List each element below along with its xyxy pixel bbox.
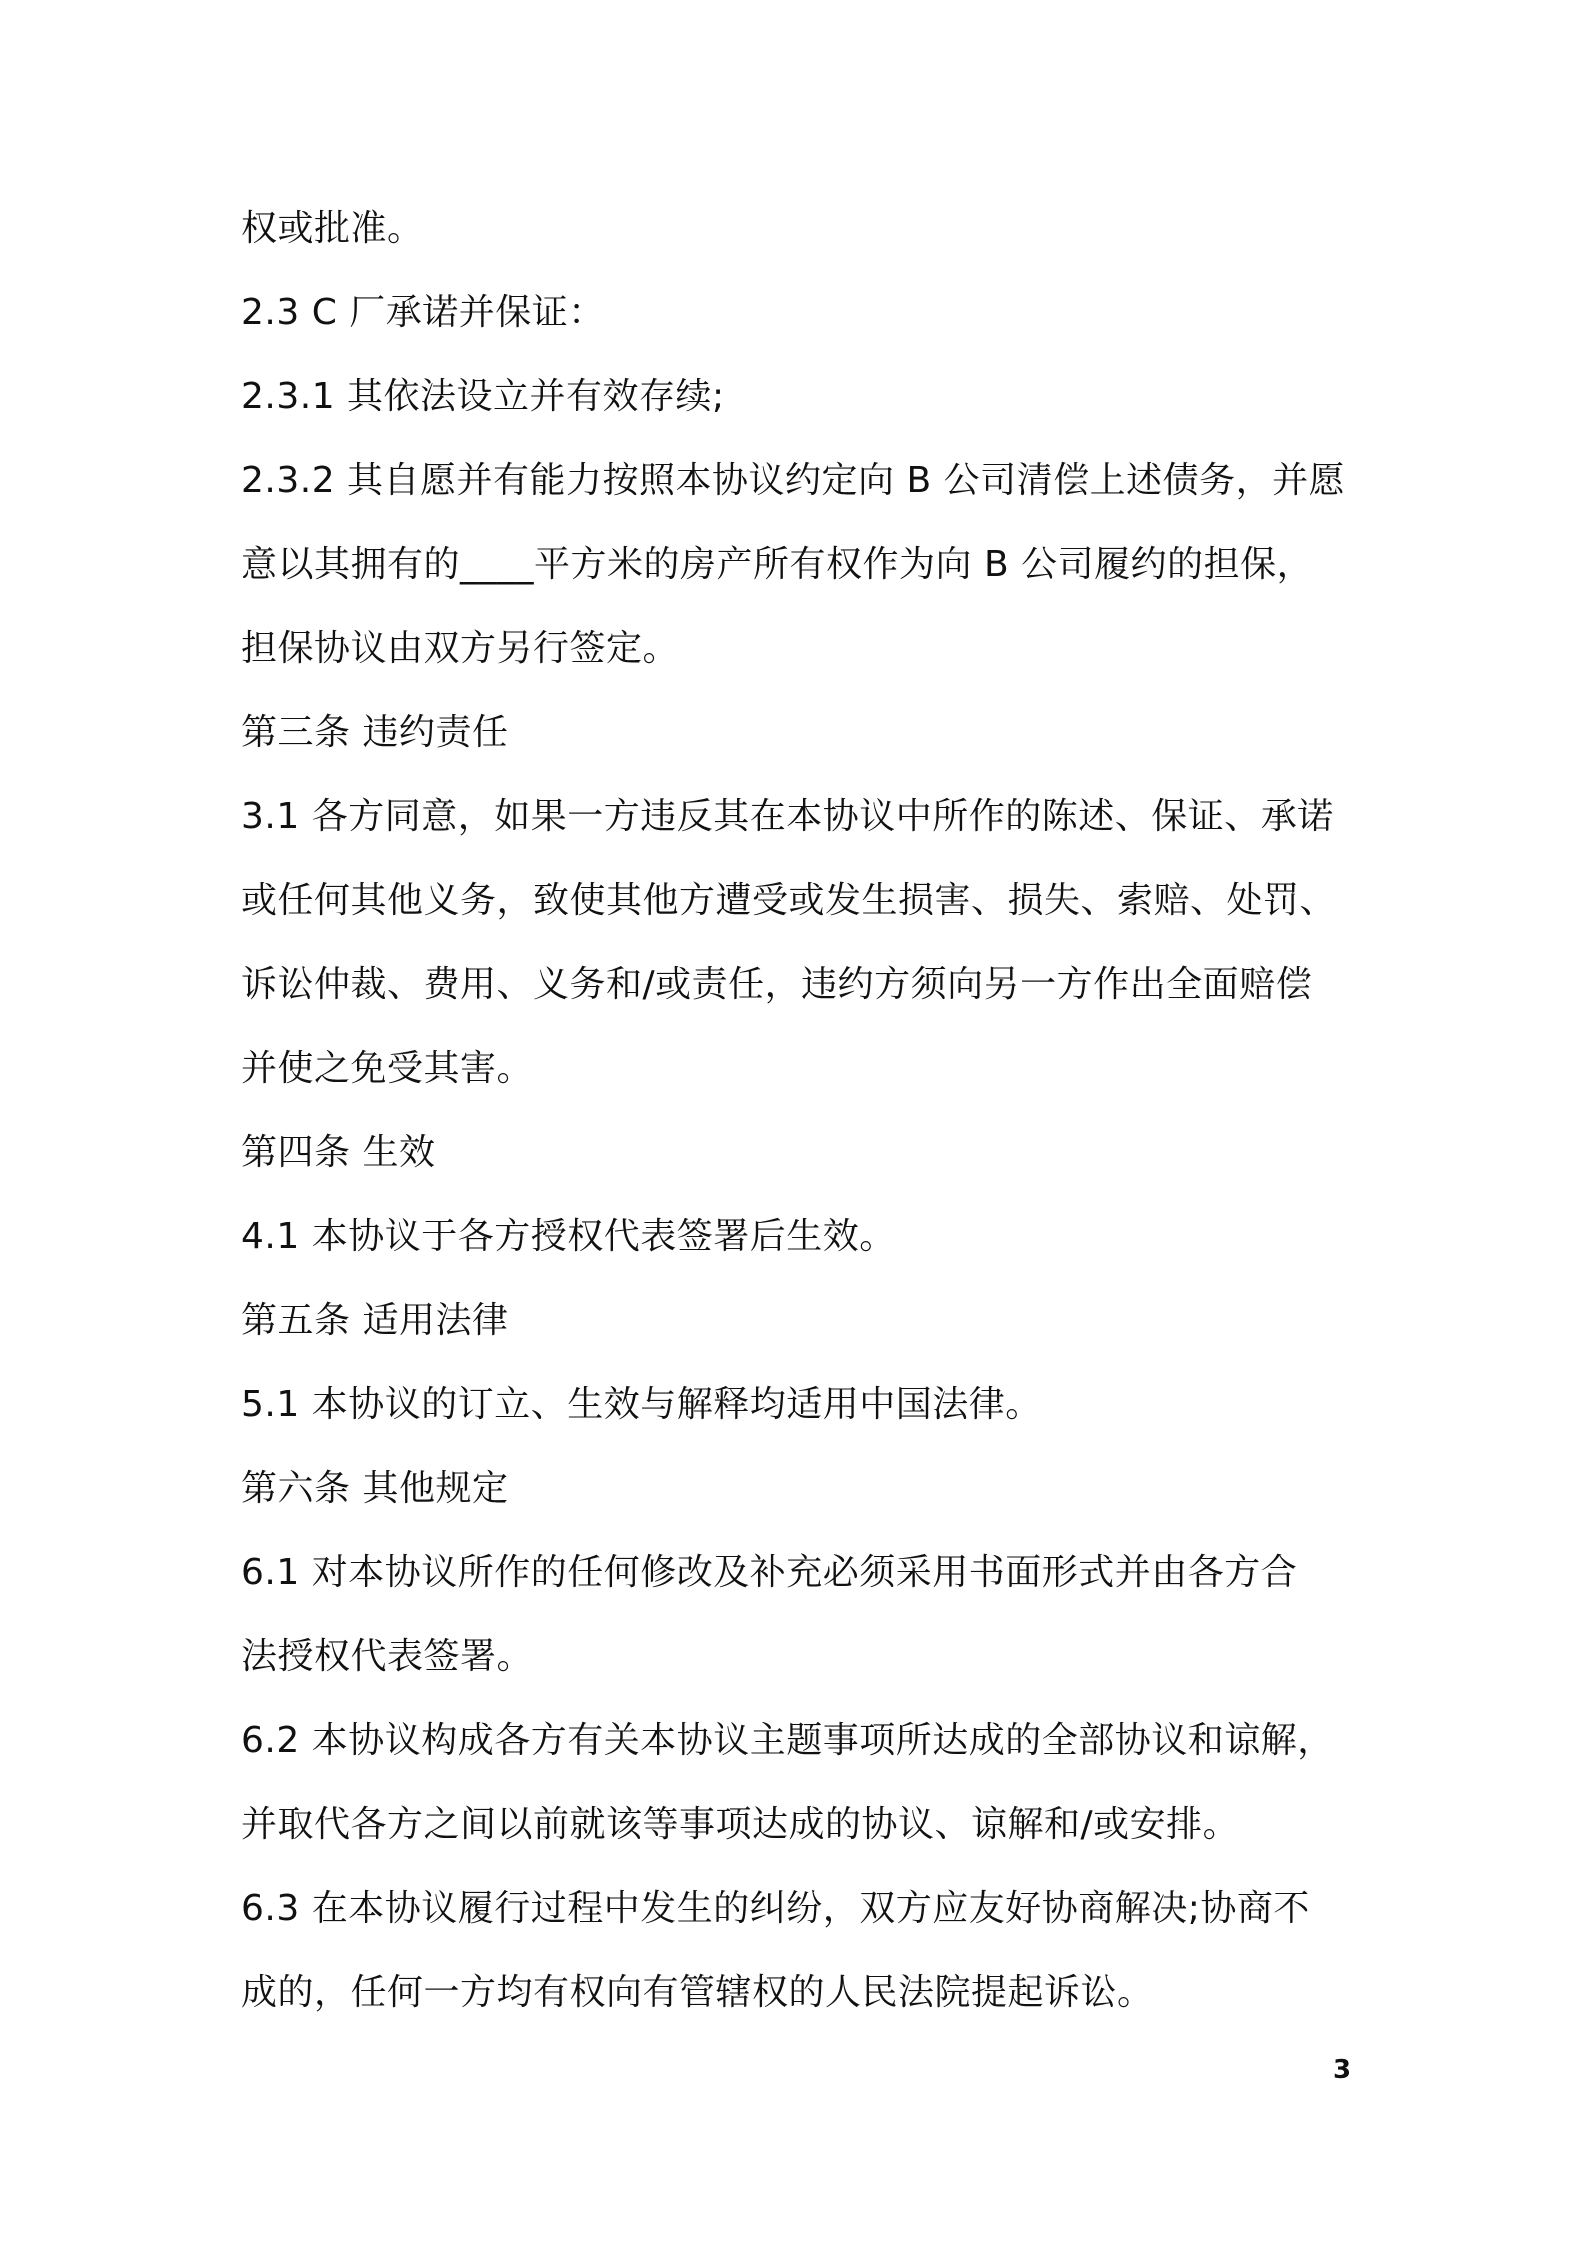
text-line: 4.1 本协议于各方授权代表签署后生效。 xyxy=(241,1216,896,1257)
text-line: 6.1 对本协议所作的任何修改及补充必须采用书面形式并由各方合 xyxy=(241,1552,1298,1593)
text-line: 法授权代表签署。 xyxy=(241,1636,534,1677)
text-line: 6.2 本协议构成各方有关本协议主题事项所达成的全部协议和谅解， xyxy=(241,1720,1334,1761)
text-line: 并取代各方之间以前就该等事项达成的协议、谅解和/或安排。 xyxy=(241,1804,1240,1845)
text-line: 担保协议由双方另行签定。 xyxy=(241,628,680,669)
article-heading: 第六条 其他规定 xyxy=(241,1468,509,1509)
article-heading: 第三条 违约责任 xyxy=(241,712,509,753)
text-line: 6.3 在本协议履行过程中发生的纠纷，双方应友好协商解决;协商不 xyxy=(241,1888,1310,1929)
text-line: 5.1 本协议的订立、生效与解释均适用中国法律。 xyxy=(241,1384,1042,1425)
text-line: 诉讼仲裁、费用、义务和/或责任，违约方须向另一方作出全面赔偿 xyxy=(241,964,1313,1005)
page-number: 3 xyxy=(1333,2055,1352,2085)
article-heading: 第四条 生效 xyxy=(241,1132,436,1173)
text-line: 2.3.2 其自愿并有能力按照本协议约定向 B 公司清偿上述债务，并愿 xyxy=(241,460,1346,501)
article-heading: 第五条 适用法律 xyxy=(241,1300,509,1341)
text-line: 或任何其他义务，致使其他方遭受或发生损害、损失、索赔、处罚、 xyxy=(241,880,1337,921)
text-line: 成的，任何一方均有权向有管辖权的人民法院提起诉讼。 xyxy=(241,1972,1154,2013)
text-line: 并使之免受其害。 xyxy=(241,1048,534,1089)
text-line: 意以其拥有的____平方米的房产所有权作为向 B 公司履约的担保， xyxy=(241,544,1314,585)
text-line: 权或批准。 xyxy=(241,208,424,249)
section-heading: 2.3 C 厂承诺并保证： xyxy=(241,292,605,333)
text-line: 3.1 各方同意，如果一方违反其在本协议中所作的陈述、保证、承诺 xyxy=(241,796,1334,837)
text-line: 2.3.1 其依法设立并有效存续; xyxy=(241,376,725,417)
